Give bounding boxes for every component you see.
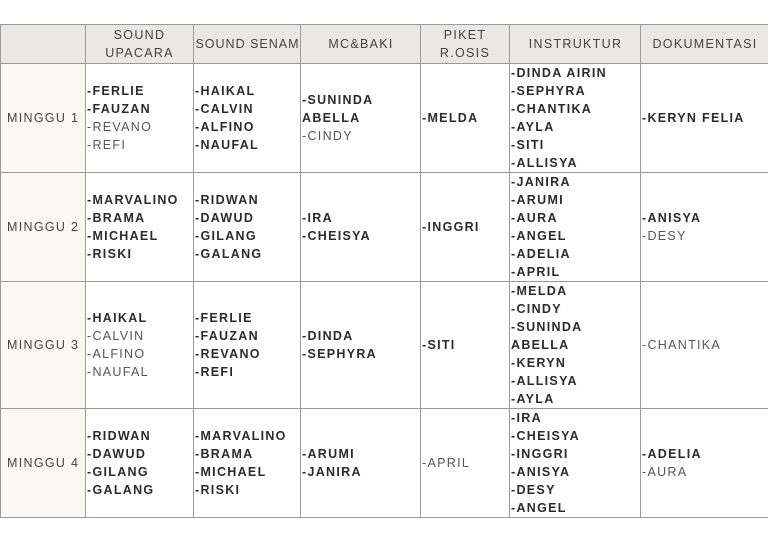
name-entry: -INGGRI — [422, 220, 480, 234]
cell-instruktur — [510, 64, 641, 173]
cell-sound-senam — [194, 282, 301, 409]
name-entry: -GALANG — [87, 483, 155, 497]
name-entry: -AYLA — [511, 120, 555, 134]
name-entry: -INGGRI — [511, 447, 569, 461]
name-entry: -FAUZAN — [195, 329, 259, 343]
cell-mc-baki — [301, 282, 421, 409]
name-entry: -DINDA AIRIN — [511, 66, 607, 80]
name-entry: -REFI — [87, 138, 127, 152]
name-entry: -CINDY — [511, 302, 562, 316]
name-entry: -IRA — [302, 211, 333, 225]
name-entry: -SEPHYRA — [511, 84, 586, 98]
cell-mc-baki — [301, 409, 421, 518]
cell-dokumentasi — [641, 173, 768, 282]
name-entry: -MELDA — [422, 111, 479, 125]
name-entry: -CINDY — [302, 129, 353, 143]
name-entry: -REVANO — [87, 120, 153, 134]
name-entry: -ADELIA — [511, 247, 571, 261]
name-entry: -CHEISYA — [302, 229, 371, 243]
cell-piket-rosis — [421, 64, 510, 173]
name-entry: -ALLISYA — [511, 156, 578, 170]
name-entry: -ALFINO — [87, 347, 146, 361]
name-entry: ABELLA — [511, 338, 570, 352]
header-sound-upacara: SOUND UPACARA — [86, 25, 194, 64]
name-entry: -FERLIE — [195, 311, 253, 325]
name-entry: -GILANG — [195, 229, 257, 243]
name-entry: -AURA — [511, 211, 558, 225]
cell-sound-upacara — [86, 64, 194, 173]
name-entry: -DAWUD — [87, 447, 147, 461]
name-entry: -FERLIE — [87, 84, 145, 98]
name-entry: -MARVALINO — [195, 429, 287, 443]
cell-instruktur — [510, 173, 641, 282]
name-entry: -APRIL — [422, 456, 471, 470]
name-entry: -KERYN FELIA — [642, 111, 745, 125]
name-entry: -GALANG — [195, 247, 263, 261]
name-entry: -GILANG — [87, 465, 149, 479]
cell-sound-upacara — [86, 173, 194, 282]
name-entry: -CHANTIKA — [511, 102, 593, 116]
name-entry: -ALFINO — [195, 120, 255, 134]
name-entry: -CALVIN — [87, 329, 145, 343]
week-label: MINGGU 4 — [1, 409, 86, 518]
name-entry: -NAUFAL — [87, 365, 149, 379]
name-entry: -AYLA — [511, 392, 555, 406]
name-entry: -MICHAEL — [195, 465, 267, 479]
name-entry: -ANISYA — [511, 465, 571, 479]
name-entry: -CHANTIKA — [642, 338, 722, 352]
cell-mc-baki — [301, 64, 421, 173]
header-instruktur: INSTRUKTUR — [510, 25, 641, 64]
cell-dokumentasi — [641, 64, 768, 173]
name-entry: -RIDWAN — [87, 429, 151, 443]
name-entry: -MICHAEL — [87, 229, 159, 243]
name-entry: -SUNINDA — [511, 320, 583, 334]
header-row — [1, 25, 768, 64]
name-entry: -SEPHYRA — [302, 347, 377, 361]
cell-piket-rosis — [421, 173, 510, 282]
name-entry: -ARUMI — [302, 447, 355, 461]
cell-sound-senam — [194, 64, 301, 173]
cell-sound-upacara — [86, 409, 194, 518]
name-entry: -ANGEL — [511, 229, 567, 243]
cell-sound-senam — [194, 173, 301, 282]
name-entry: -CHEISYA — [511, 429, 580, 443]
name-entry: -BRAMA — [195, 447, 254, 461]
cell-piket-rosis — [421, 282, 510, 409]
name-entry: -REVANO — [195, 347, 261, 361]
cell-piket-rosis — [421, 409, 510, 518]
name-entry: -JANIRA — [511, 175, 571, 189]
name-entry: -ALLISYA — [511, 374, 578, 388]
name-entry: -FAUZAN — [87, 102, 151, 116]
name-entry: -SITI — [511, 138, 545, 152]
name-entry: -DESY — [511, 483, 556, 497]
cell-mc-baki — [301, 173, 421, 282]
name-entry: -BRAMA — [87, 211, 146, 225]
name-entry: -DINDA — [302, 329, 354, 343]
week-label: MINGGU 3 — [1, 282, 86, 409]
week-label: MINGGU 1 — [1, 64, 86, 173]
name-entry: -RISKI — [195, 483, 241, 497]
name-entry: -NAUFAL — [195, 138, 259, 152]
name-entry: -REFI — [195, 365, 235, 379]
name-entry: -ANGEL — [511, 501, 567, 515]
cell-instruktur — [510, 282, 641, 409]
header-dokumentasi: DOKUMENTASI — [641, 25, 768, 64]
name-entry: -JANIRA — [302, 465, 362, 479]
name-entry: -ADELIA — [642, 447, 702, 461]
schedule-table — [0, 24, 768, 518]
table-row — [1, 282, 768, 409]
week-label: MINGGU 2 — [1, 173, 86, 282]
name-entry: -SITI — [422, 338, 456, 352]
name-entry: ABELLA — [302, 111, 361, 125]
cell-dokumentasi — [641, 409, 768, 518]
name-entry: -HAIKAL — [195, 84, 256, 98]
header-sound-senam: SOUND SENAM — [194, 25, 301, 64]
name-entry: -RISKI — [87, 247, 133, 261]
name-entry: -HAIKAL — [87, 311, 148, 325]
name-entry: -IRA — [511, 411, 542, 425]
name-entry: -DAWUD — [195, 211, 255, 225]
name-entry: -ARUMI — [511, 193, 564, 207]
name-entry: -MELDA — [511, 284, 568, 298]
name-entry: -RIDWAN — [195, 193, 259, 207]
name-entry: -ANISYA — [642, 211, 702, 225]
header-piket-rosis: PIKET R.OSIS — [421, 25, 510, 64]
cell-dokumentasi — [641, 282, 768, 409]
name-entry: -CALVIN — [195, 102, 254, 116]
name-entry: -AURA — [642, 465, 688, 479]
table-row — [1, 173, 768, 282]
table-row — [1, 64, 768, 173]
table-row — [1, 409, 768, 518]
name-entry: -APRIL — [511, 265, 561, 279]
name-entry: -MARVALINO — [87, 193, 179, 207]
name-entry: -DESY — [642, 229, 687, 243]
header-corner — [1, 25, 86, 64]
name-entry: -KERYN — [511, 356, 567, 370]
cell-instruktur — [510, 409, 641, 518]
header-mc-baki: MC&BAKI — [301, 25, 421, 64]
cell-sound-senam — [194, 409, 301, 518]
cell-sound-upacara — [86, 282, 194, 409]
name-entry: -SUNINDA — [302, 93, 374, 107]
